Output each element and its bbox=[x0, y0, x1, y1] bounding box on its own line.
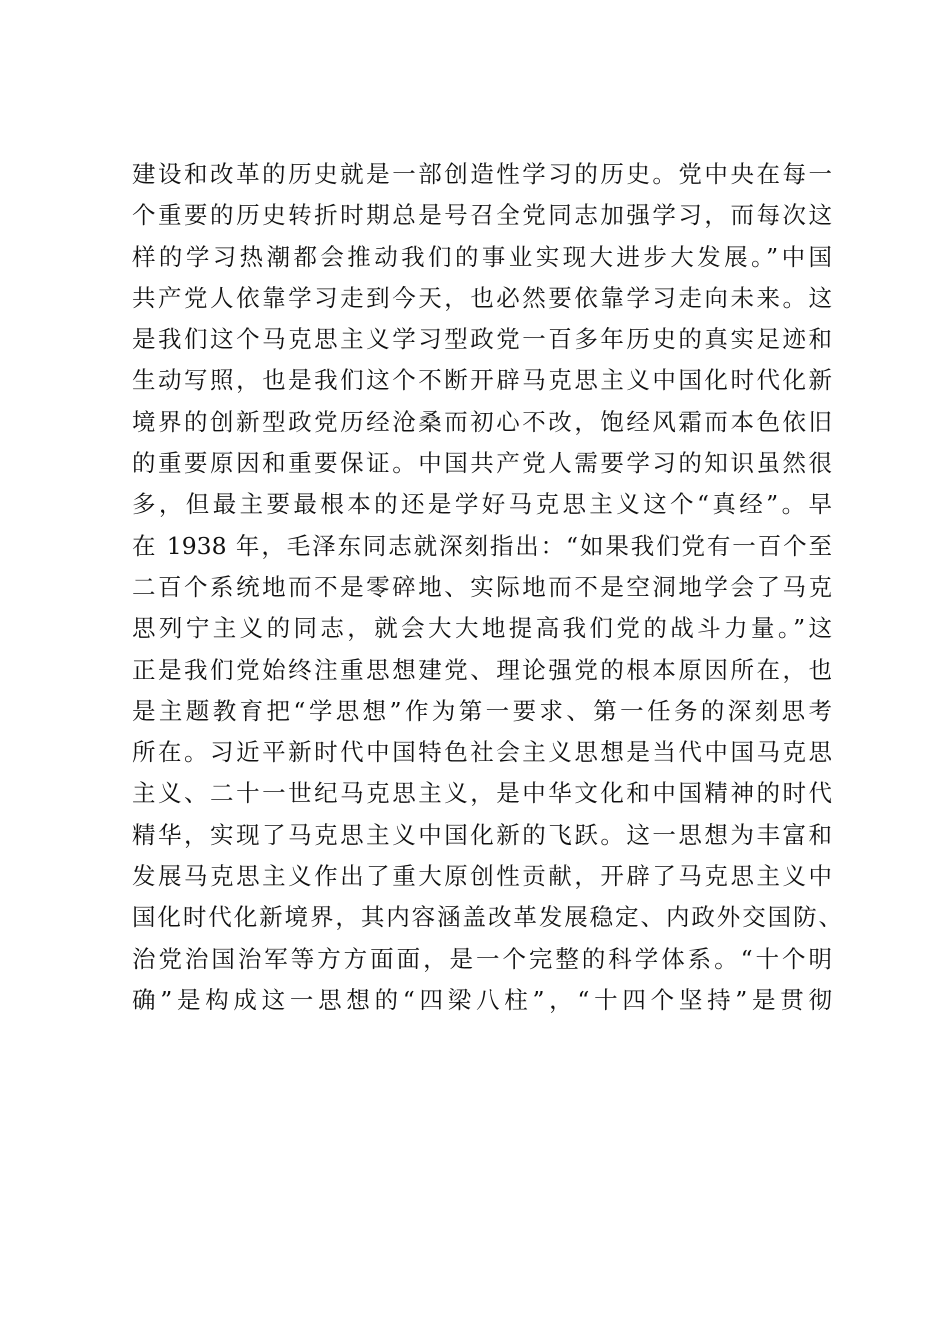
text-line: 建设和改革的历史就是一部创造性学习的历史。党中央在每一 bbox=[132, 160, 832, 188]
text-line: 在 1938 年，毛泽东同志就深刻指出：“如果我们党有一百个至 bbox=[132, 531, 832, 560]
text-line: 样的学习热潮都会推动我们的事业实现大进步大发展。”中国 bbox=[132, 242, 832, 271]
text-line: 确”是构成这一思想的“四梁八柱”，“十四个坚持”是贯彻 bbox=[132, 985, 832, 1014]
text-line: 所在。习近平新时代中国特色社会主义思想是当代中国马克思 bbox=[132, 738, 832, 767]
text-line: 正是我们党始终注重思想建党、理论强党的根本原因所在，也 bbox=[132, 655, 832, 684]
text-line: 思列宁主义的同志，就会大大地提高我们党的战斗力量。”这 bbox=[132, 614, 832, 643]
text-line: 国化时代化新境界，其内容涵盖改革发展稳定、内政外交国防、 bbox=[132, 903, 842, 932]
text-line: 境界的创新型政党历经沧桑而初心不改，饱经风霜而本色依旧 bbox=[132, 407, 832, 436]
body-text bbox=[132, 154, 852, 1021]
text-line: 生动写照，也是我们这个不断开辟马克思主义中国化时代化新 bbox=[132, 366, 832, 395]
text-line: 多，但最主要最根本的还是学好马克思主义这个“真经”。早 bbox=[132, 490, 832, 519]
text-line: 共产党人依靠学习走到今天，也必然要依靠学习走向未来。这 bbox=[132, 283, 832, 312]
text-line: 是我们这个马克思主义学习型政党一百多年历史的真实足迹和 bbox=[132, 325, 832, 354]
text-line: 是主题教育把“学思想”作为第一要求、第一任务的深刻思考 bbox=[132, 696, 832, 725]
text-line: 主义、二十一世纪马克思主义，是中华文化和中国精神的时代 bbox=[132, 779, 832, 808]
text-line: 精华，实现了马克思主义中国化新的飞跃。这一思想为丰富和 bbox=[132, 820, 832, 849]
text-line: 发展马克思主义作出了重大原创性贡献，开辟了马克思主义中 bbox=[132, 862, 832, 891]
text-line: 二百个系统地而不是零碎地、实际地而不是空洞地学会了马克 bbox=[132, 572, 832, 601]
text-line: 治党治国治军等方方面面，是一个完整的科学体系。“十个明 bbox=[132, 944, 832, 973]
text-line: 的重要原因和重要保证。中国共产党人需要学习的知识虽然很 bbox=[132, 449, 832, 478]
text-line: 个重要的历史转折时期总是号召全党同志加强学习，而每次这 bbox=[132, 201, 832, 230]
